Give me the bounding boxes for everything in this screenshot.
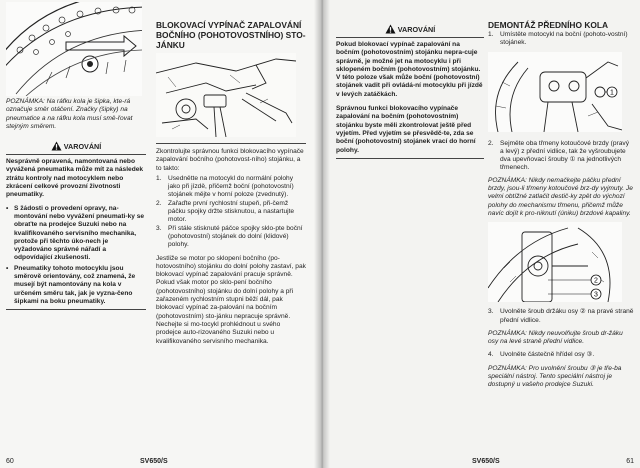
right-column-1 (336, 24, 484, 162)
caliper-figure (488, 52, 622, 132)
axle-figure (488, 222, 622, 302)
warning-rule-bottom (336, 158, 484, 159)
sidestand-steps (156, 175, 306, 250)
warning-rule-top (6, 154, 146, 155)
sidestand-outro: Jestliže se motor po sklopení bočního (po-hotovostního) stojánku do dolní polohy zastaví, pak blokovací vypínač zapalování pracuje správně. Pokud však motor po sklo-pení bočního (pohotovostního) stojánku do dolní polohy a při zařazeném rychlostním stupni běží dál, pak blokovací vypínač za-palování na bočním (pohotovostním) sto-jánku nepracuje správně. Nechejte si mo-tocykl prohlédnout u svého prodejce auto-rizovaného Suzuki nebo u kvalifikovaného servisního mechanika. (156, 254, 306, 345)
list-item: 2. Zařaďte první rychlostní stupeň, při-čemž páčku spojky držte stisknutou, a nastartujte motor. (156, 199, 295, 224)
brake-note: POZNÁMKA: Nikdy nemačkejte páčku přední brzdy, jsou-li třmeny kotoučové brz-dy vyjmuty. Je velmi obtížné zatlačit destič-ky zpět do výchozí polohy do mechanismu třmenu, přičemž může navíc dojít k pro-niknutí (úniku) brzdové kapaliny. (488, 176, 633, 217)
warning-paragraph-2: Správnou funkci blokovacího vypínače zapalování na bočním (pohotovostním) stojánku byste měli zkontrolovat ještě před vyjetím. Před vyjetím se přesvědč-te, zda se boční (pohotovostní) stojánek vrací do horní polohy. (336, 105, 476, 154)
warning-title: VAROVÁNÍ (336, 24, 484, 34)
list-item: 3. Při stále stisknuté páčce spojky sklo-pte boční (pohotovostní) stojánek do dolní (klidové) polohy. (156, 224, 303, 249)
right-page (322, 0, 640, 468)
list-item: 3. Uvolněte šroub držáku osy ② na pravé straně přední vidlice. (488, 308, 634, 324)
tire-note: POZNÁMKA: Na ráfku kola je šipka, kte-rá označuje směr otáčení. Značky (šipky) na pneumatice a na ráfku kola musí smě-řovat stejným směrem. (6, 98, 133, 130)
left-column-2 (156, 20, 306, 346)
page-number: 61 (626, 458, 634, 465)
warning-rule-bottom (6, 309, 146, 310)
list-item: • S žádosti o provedení opravy, na-montování nebo vyvážení pneumati-ky se obraťte na prodejce Suzuki nebo na kvalifikovaného servisního mechanika, protože při těchto úko-nech je vyžadováno správné nářadí a odpovídající zkušenosti. (6, 204, 145, 262)
axle-holder-note: POZNÁMKA: Nikdy neuvolňujte šroub dr-žáku osy na levé straně přední vidlice. (488, 329, 623, 346)
list-item: 4. Uvolněte částečně hřídel osy ③. (488, 351, 595, 359)
callout-1: 1 (610, 89, 614, 97)
warning-icon (385, 24, 396, 34)
tire-direction-figure (6, 2, 142, 96)
callout-2: 2 (594, 277, 598, 285)
model-label: SV650/S (140, 458, 168, 465)
warning-intro: Nesprávně opravená, namontovaná nebo vyvážená pneumatika může mít za následek ztrátu kontroly nad motocyklem nebo zkrácení celkové provozní životnosti pneumatiky. (6, 158, 144, 199)
page-number: 60 (6, 458, 14, 465)
warning-paragraph-1: Pokud blokovací vypínač zapalování na bočním (pohotovostním) stojánku nepra-cuje správně, je možné jet na motocyklu i při sklopeném bočním (pohotovostním) stojánku. V této poloze však může boční (pohotovostní) stojánek vadit při ovládá-ní motocyklu při jízdě v levých zatáčkách. (336, 41, 483, 98)
section-rule (156, 143, 306, 144)
list-item: 2. Sejměte oba třmeny kotoučové brzdy (pravý a levý) z přední vidlice, tak že vyšroubujete dva upevňovací šrouby ① na jednotlivých třmenech. (488, 139, 630, 172)
warning-bullets (6, 205, 146, 307)
model-label: SV650/S (472, 458, 500, 465)
list-item: • Pneumatiky tohoto motocyklu jsou směrově orientovány, což znamená, že musejí být namontovány na kola v určeném směru tak, jak je vyzna-čeno šipkami na boku pneumatiky. (6, 264, 136, 305)
sidestand-switch-figure (156, 53, 296, 137)
warning-title: VAROVÁNÍ (6, 141, 146, 151)
front-wheel-heading: DEMONTÁŽ PŘEDNÍHO KOLA (488, 20, 609, 30)
special-tool-note: POZNÁMKA: Pro uvolnění šroubu ③ je tře-ba speciální nástroj. Tento speciální nástroj je dostupný u vašeho prodejce Suzuki. (488, 364, 622, 389)
warning-rule-top (336, 37, 484, 38)
right-column-2 (488, 20, 634, 390)
sidestand-intro: Zkontrolujte správnou funkci blokovacího vypínače zapalování bočního (pohotovost-ního) stojánku, a to takto: (156, 148, 304, 172)
list-item: 1. Usednětte na motocykl do normální polohy jako při jízdě, přičemž boční (pohotovostní) stojánek mějte v horní poloze (zvednutý). (156, 174, 294, 199)
callout-3: 3 (594, 291, 598, 299)
warning-icon (51, 141, 62, 151)
sidestand-heading: BLOKOVACÍ VYPÍNAČ ZAPALOVÁNÍ BOČNÍHO (POHOTOVOSTNÍHO) STO-JÁNKU (156, 20, 306, 50)
left-column-1 (6, 98, 146, 313)
list-item: 1. Umístěte motocykl na boční (pohoto-vostní) stojánek. (488, 31, 628, 47)
